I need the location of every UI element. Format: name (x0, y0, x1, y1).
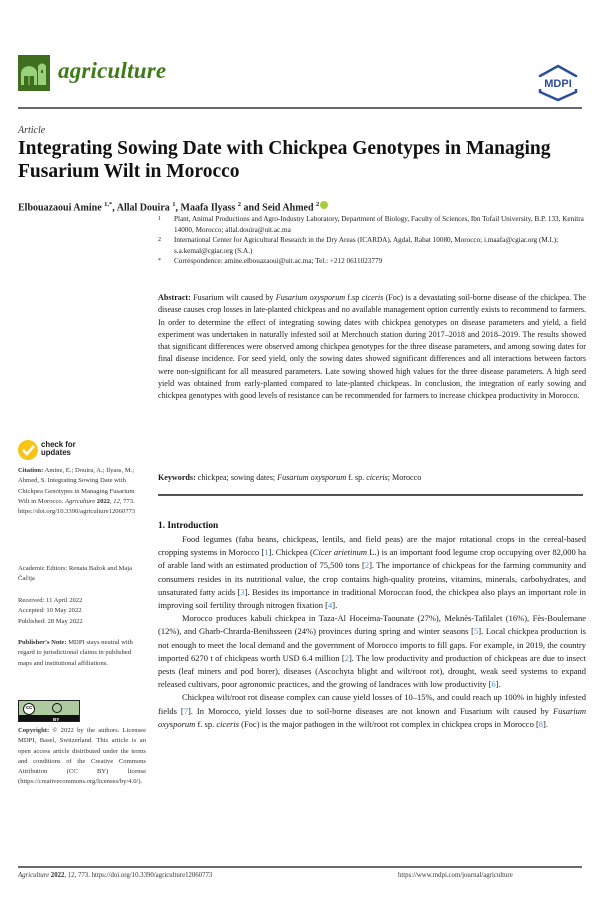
affiliation-mark: * (158, 258, 161, 264)
copyright-block (18, 726, 146, 788)
author-name: Elbouazaoui Amine (18, 202, 105, 214)
publisher-note-text: MDPI stays neutral with regard to jurisdictional claims in published maps and institutional affiliations. (18, 639, 133, 667)
publication-dates (18, 596, 146, 627)
citation-text: Amine, E.; Douira, A.; Ilyass, M.; Ahmed, S. Integrating Sowing Date with Chickpea Genotypes in Managing Fusarium Wilt in Morocco. (18, 467, 135, 505)
author-affiliation-mark: 1,* (104, 201, 113, 208)
affiliation-mark: 1 (158, 216, 161, 222)
paragraph: Food legumes (faba beans, chickpeas, lentils, and field peas) are the major rotational crops in the cereal-based cropping systems in Morocco [1]. Chickpea (Cicer arietinum L.) is an important food legume crop occupying over 82,000 ha of arable land with an estimated production of 75,500 tons [2]. The importance of chickpeas for the farming community and consumers resides in its nutritional value, the crop contains high-quality proteins, vitamins, minerals, carbohydrates, and unsaturated fatty acids [3]. Besides its importance in traditional Moroccan food, the chickpea also plays an important role in improving soil fertility through nitrogen fixation [4]. (158, 534, 586, 611)
orcid-icon[interactable] (320, 201, 328, 209)
author-list: Elbouazaoui Amine $^{1,*}$, Allal Douira $^1$, Maafa Ilyass $^2$ and Seid Ahmed $^2$ (18, 201, 328, 213)
date-published: Published: 28 May 2022 (18, 617, 83, 625)
italic-term: Fusarium oxysporum (277, 473, 347, 482)
section-divider (158, 494, 583, 496)
abstract (158, 292, 586, 403)
keywords-text: chickpea; sowing dates; Fusarium oxysporum f. sp. ciceris; Morocco (195, 473, 422, 482)
italic-term: ciceris (366, 473, 388, 482)
abstract-label: Abstract: (158, 293, 191, 302)
paragraph: Chickpea wilt/root rot disease complex can cause yield losses of 10–15%, and could reach up 100% in highly infested fields [7]. In Morocco, yield losses due to soil-borne diseases are not known and Fusarium wilt caused by Fusarium oxysporum f. sp. ciceris (Foc) is the major pathogen in the wilt/root rot complex in chickpea crops in Morocco [8]. (158, 692, 586, 729)
citation-reference-link[interactable]: 2 (364, 560, 370, 571)
check-for-updates-button[interactable] (18, 440, 98, 462)
footer-doi-link[interactable]: , 12, 773. https://doi.org/10.3390/agriculture12060773 (64, 872, 213, 879)
author-name: Maafa Ilyass (180, 202, 238, 214)
author-affiliation-mark: 1 (172, 201, 176, 208)
article-type: Article (18, 125, 46, 136)
creative-commons-icon: cc (23, 703, 35, 715)
affiliations (158, 214, 588, 267)
author-name: Allal Douira (116, 202, 173, 214)
citation-reference-link[interactable]: 6 (491, 679, 496, 690)
affiliation-text: Correspondence: amine.elbouazaoui@uit.ac.ma; Tel.: +212 0611023779 (174, 257, 383, 265)
publisher-note (18, 638, 146, 669)
author-affiliation-mark: 2 (237, 201, 242, 208)
affiliation-item (158, 235, 588, 256)
article-title: Integrating Sowing Date with Chickpea Genotypes in Managing Fusarium Wilt in Morocco (18, 138, 551, 182)
attribution-person-icon (52, 703, 62, 713)
introduction-body (158, 533, 586, 731)
date-accepted: Accepted: 10 May 2022 (18, 607, 82, 615)
check-updates-line2: updates (41, 448, 71, 458)
academic-editors: Academic Editors: Renata Bažok and Maja Čačija (18, 565, 133, 583)
author-name: Seid Ahmed (262, 202, 317, 214)
footer-divider (18, 866, 582, 868)
italic-term: ciceris (216, 718, 239, 729)
header-divider (18, 107, 582, 109)
footer-journal-url[interactable]: https://www.mdpi.com/journal/agriculture (398, 872, 513, 879)
abstract-text: Fusarium wilt caused by Fusarium oxysporum f.sp ciceris (Foc) is a devastating soil-borne disease of the chickpea. The disease causes crop losses in late-planted chickpeas and no available management option currently exists to recommend to farmers. In order to determine the effect of integrating sowing dates with chickpea genotypes on disease parameters and yield, a field experiment was undertaken in naturally infested soil at Merchouch station during 2017–2018 and 2018–2019. The results showed that significant differences were observed among chickpea genotypes for the three disease parameters, and among sowing dates for final disease incidence. For seed yield, only the sowing dates showed significant differences and all interactions between factors were non-significant for all measured parameters. Late sowing showed high values for the three disease parameters. A high seed yield was obtained from early-planted compared to late-planted chickpeas. In conclusion, the integration of early sowing and chickpea genotypes with good levels of resistance can be recommended for farmers to increase chickpea productivity in Morocco. (158, 293, 586, 401)
citation-block (18, 466, 146, 517)
mdpi-logo-text: MDPI (544, 78, 572, 90)
affiliation-text: International Center for Agricultural Research in the Dry Areas (ICARDA), Agdal, Rabat 10080, Morocco; i.maafa@cgiar.org (M.I.); s.a.kemal@cgiar.org (S.A.) (174, 236, 559, 255)
publisher-note-label: Publisher's Note: (18, 639, 67, 646)
citation-reference-link[interactable]: 4 (327, 600, 333, 611)
journal-name: agriculture (58, 58, 167, 83)
copyright-text: © 2022 by the authors. Licensee MDPI, Basel, Switzerland. This article is an open access article distributed under the terms and conditions of the Creative Commons Attribution (CC BY) license (https://creativecommons.org/licenses/by/4.0/). (18, 727, 146, 786)
keywords-label: Keywords: (158, 473, 196, 482)
author-affiliation-mark: 2 (316, 201, 320, 208)
citation-doi-link[interactable]: 773. https://doi.org/10.3390/agriculture12060773 (18, 497, 136, 516)
citation-reference-link[interactable]: 1 (264, 547, 269, 558)
citation-reference-link[interactable]: 2 (344, 652, 349, 663)
affiliation-item (158, 256, 588, 267)
citation-journal: Agriculture (64, 497, 96, 505)
citation-reference-link[interactable]: 8 (538, 718, 544, 729)
citation-reference-link[interactable]: 5 (474, 626, 479, 637)
citation-reference-link[interactable]: 3 (240, 586, 245, 597)
italic-term: Cicer arietinum (312, 547, 367, 558)
italic-term: Fusarium oxysporum (158, 705, 586, 729)
citation-reference-link[interactable]: 7 (183, 705, 188, 716)
keywords (158, 472, 586, 484)
journal-logo-icon (18, 55, 50, 91)
citation-volume: , 12, (109, 497, 122, 505)
affiliation-item (158, 214, 588, 235)
italic-term: Fusarium oxysporum (275, 293, 346, 302)
section-heading-introduction: 1. Introduction (158, 521, 219, 531)
cc-by-text: BY (53, 717, 60, 722)
citation-year: 2022 (95, 497, 110, 505)
italic-term: ciceris (361, 293, 384, 302)
footer-year: 2022 (50, 872, 65, 879)
paragraph: Morocco produces kabuli chickpea in Taza-Al Hoceima-Taounate (27%), Meknès-Tafilalet (16%), Fès-Boulemane (12%), and Gharb-Chrarda-Benihsseen (24%) provinces during spring and winter seasons [5]. Local chickpea production is not enough to meet the local demand and the government of Morocco imports to fill gaps. For example, in 2019, the country imported 6270 t of chickpeas worth USD 6.4 million [2]. The low productivity and production of chickpeas are due to insect pests (leaf miners and pod borer), diseases (Ascochyta blight and wilt/root rot), drought, weak seed systems to expand released cultivars, poor agronomic practices, and the growing of landraces with low productivity [6]. (158, 613, 586, 690)
copyright-label: Copyright: (18, 727, 50, 734)
affiliation-text: Plant, Animal Productions and Agro-Industry Laboratory, Department of Biology, Faculty of Sciences, Ibn Tofail University, B.P. 133, Kenitra 14000, Morocco; allal.douira@uit.ac.ma (174, 215, 584, 234)
mdpi-logo-icon (536, 64, 580, 102)
footer-citation (18, 872, 212, 879)
footer-journal: Agriculture (18, 872, 50, 879)
citation-label: Citation: (18, 467, 44, 474)
cc-by-license-badge[interactable] (18, 700, 80, 722)
checkmark-icon (18, 440, 38, 460)
date-received: Received: 11 April 2022 (18, 597, 83, 604)
check-updates-line1: check for (41, 440, 76, 449)
affiliation-mark: 2 (158, 237, 161, 243)
